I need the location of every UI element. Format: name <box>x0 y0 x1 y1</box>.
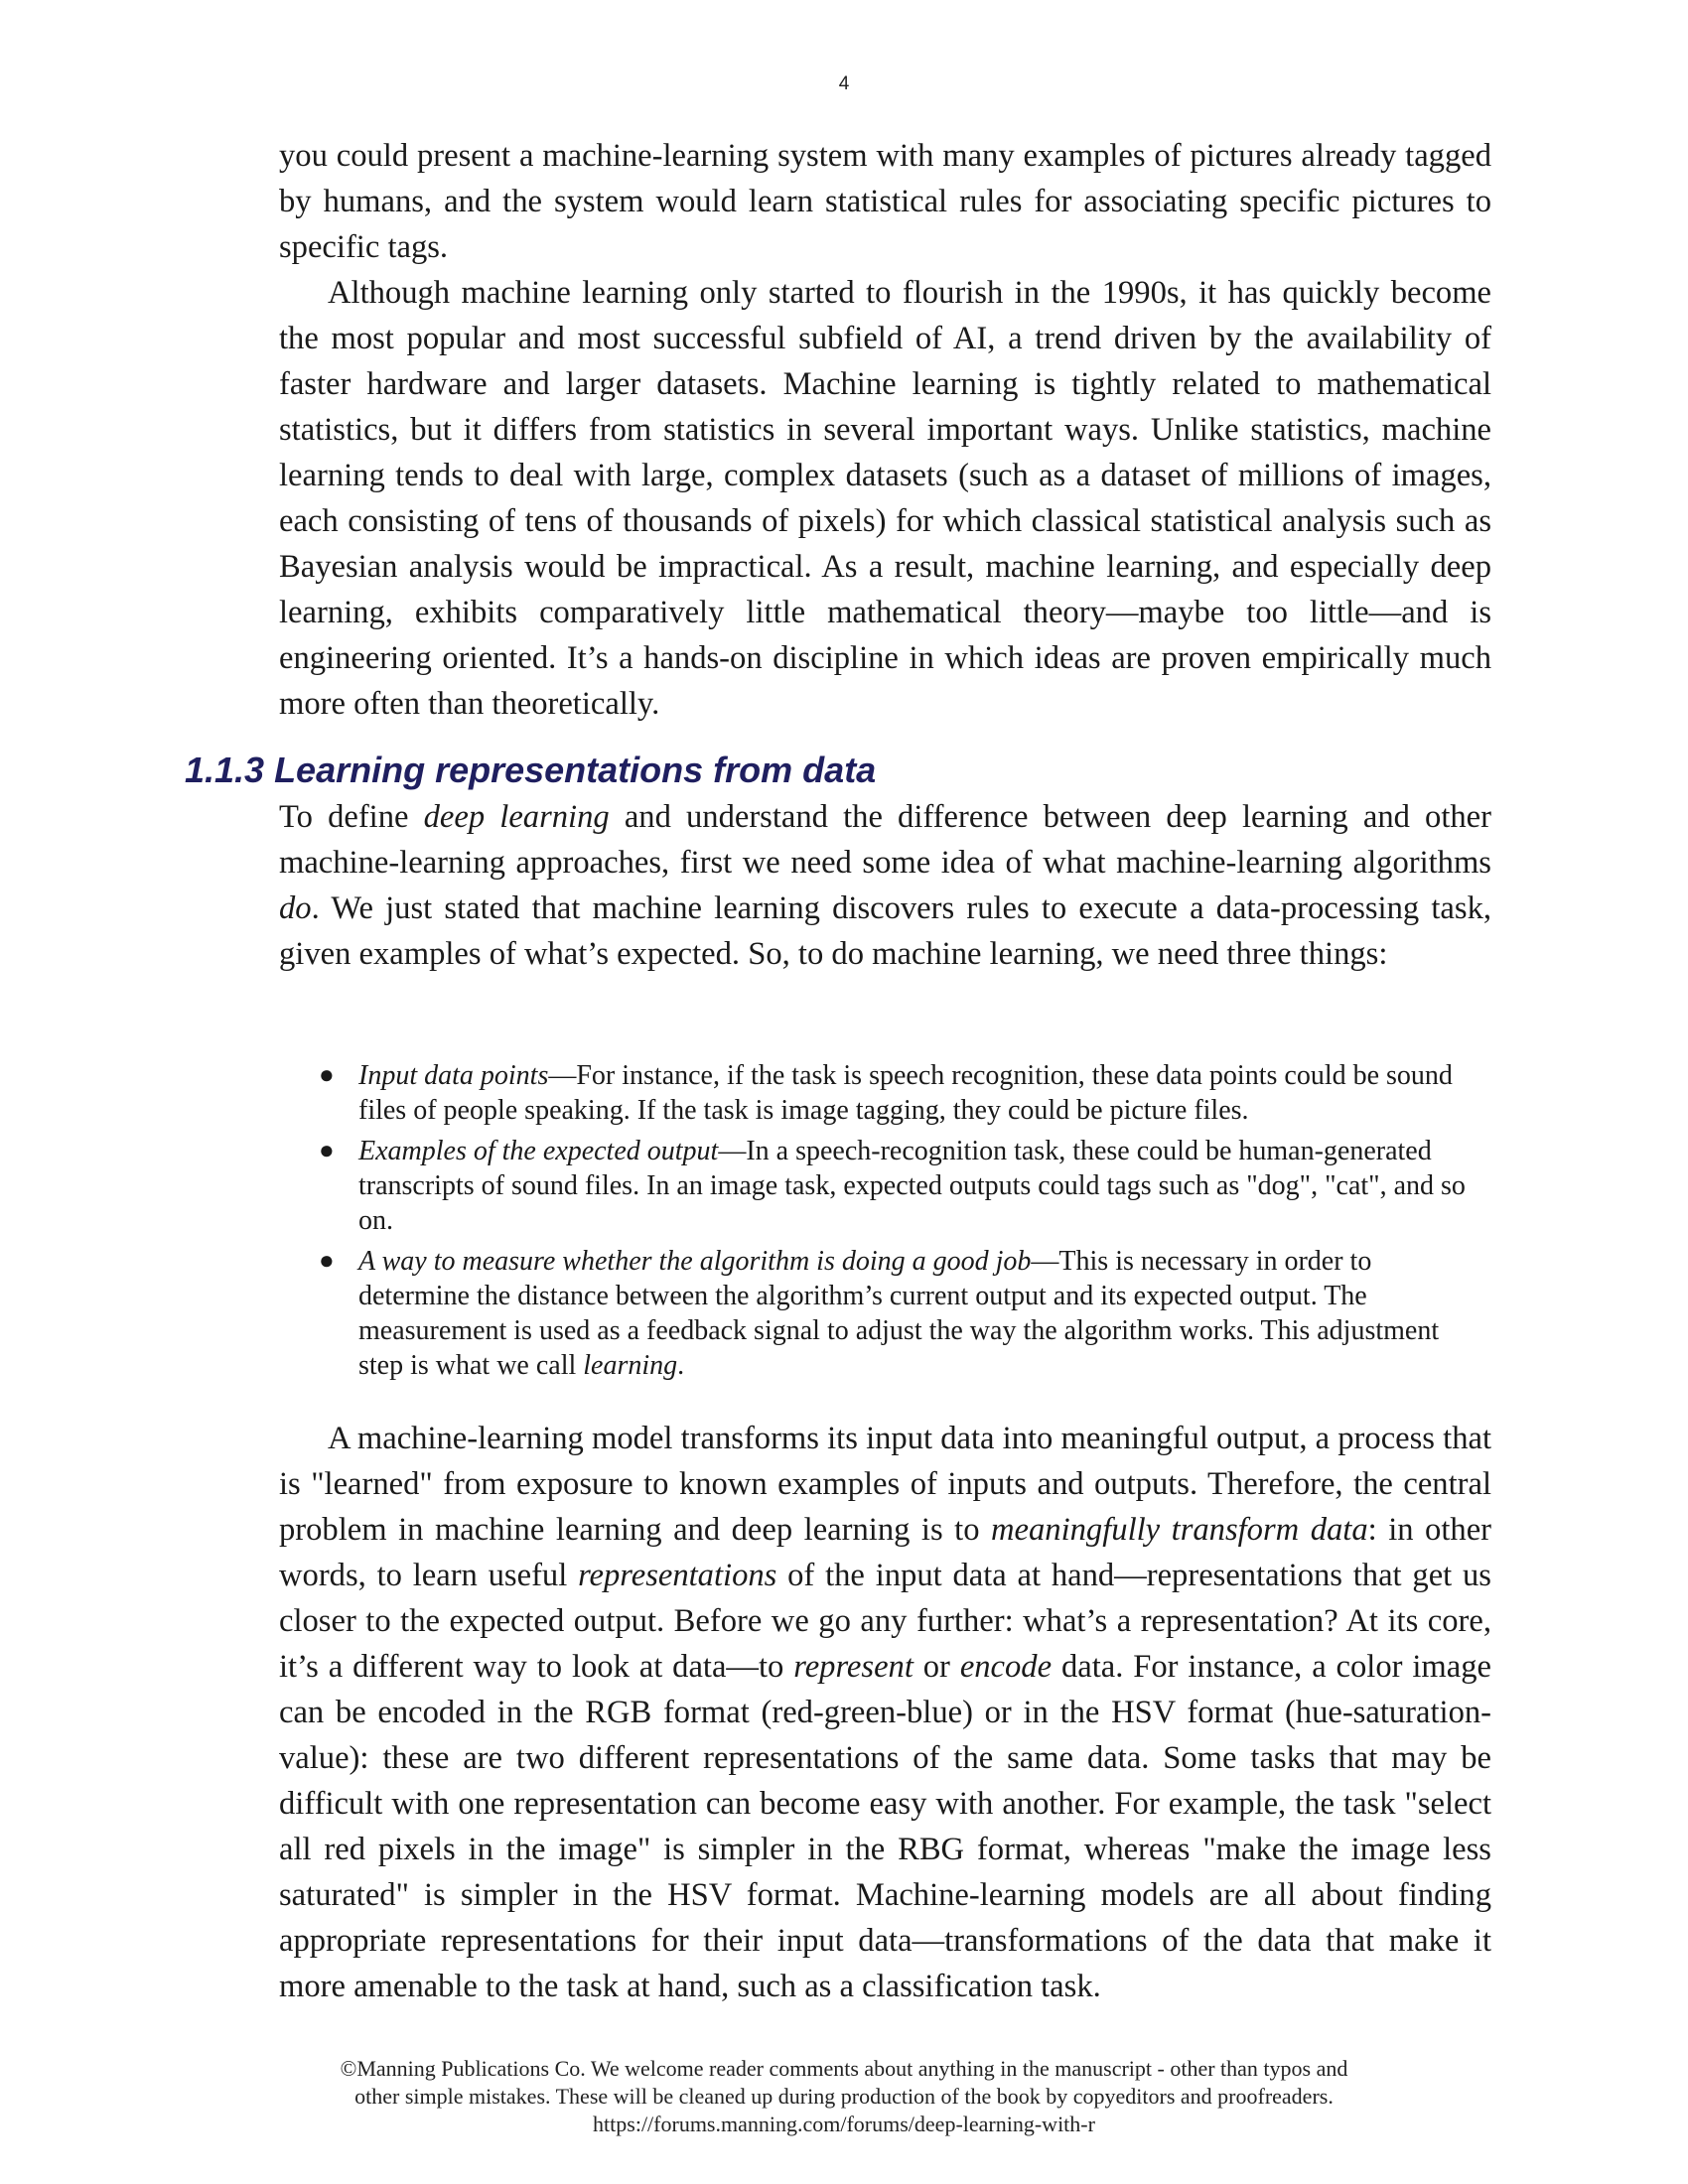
paragraph-1: you could present a machine-learning system with many examples of pictures already tagged by humans, and the system would learn statistical rules for associating specific pictures to specific tags. <box>279 138 1491 265</box>
list-item-term: Examples of the expected output <box>358 1136 719 1166</box>
paragraph-3-text-2: and understand the difference between deep learning and other machine-learning approaches, first we need some idea of what machine-learning algorithms <box>279 799 1491 881</box>
paragraph-4 <box>279 1416 1491 2009</box>
list-item-text: —For instance, if the task is speech recognition, these data points could be sound files of people speaking. If the task is image tagging, they could be picture files. <box>358 1060 1453 1126</box>
section-heading: 1.1.3 Learning representations from data <box>185 750 877 790</box>
list-item <box>319 1244 1480 1383</box>
paragraph-3 <box>279 794 1491 977</box>
footer-url[interactable]: https://forums.manning.com/forums/deep-learning-with-r <box>593 2112 1095 2136</box>
list-item-emphasis: learning <box>583 1350 678 1381</box>
paragraph-4-text-5: data. For instance, a color image can be encoded in the RGB format (red-green-blue) or in the HSV format (hue-saturation-value): these are two different representations of the same data. Some tasks that may be difficult with one representation can become easy with another. For example, the task "select all red pixels in the image" is simpler in the RBG format, whereas "make the image less saturated" is simpler in the HSV format. Machine-learning models are all about finding appropriate representations for their input data—transformations of the data that make it more amenable to the task at hand, such as a classification task. <box>279 1649 1491 2004</box>
list-item-text: —In a speech-recognition task, these could be human-generated transcripts of sound files. In an image task, expected outputs could tags such as "dog", "cat", and so on. <box>358 1136 1466 1236</box>
paragraph-4-emphasis-4: encode <box>959 1649 1053 1685</box>
list-item-term: Input data points <box>358 1060 549 1091</box>
bullet-icon: ● <box>319 1060 335 1089</box>
paragraph-3-text-3: . We just stated that machine learning discovers rules to execute a data-processing task, given examples of what’s expected. So, to do machine learning, we need three things: <box>279 890 1491 972</box>
list-item-end: . <box>677 1350 685 1381</box>
bullet-icon: ● <box>319 1136 335 1164</box>
paragraph-4-text-4: or <box>913 1649 960 1685</box>
page-footer <box>0 2055 1688 2138</box>
footer-copyright-line: ©Manning Publications Co. We welcome reader comments about anything in the manuscript - other than typos and <box>340 2056 1348 2081</box>
paragraph-3-emphasis-2: do <box>279 890 312 926</box>
paragraph-4-emphasis-1: meaningfully transform data <box>991 1512 1368 1548</box>
footer-note-line: other simple mistakes. These will be cleaned up during production of the book by copyeditors and proofreaders. <box>354 2084 1334 2109</box>
list-item-term: A way to measure whether the algorithm is doing a good job <box>358 1246 1032 1277</box>
bullet-icon: ● <box>319 1246 335 1275</box>
list-item <box>319 1058 1480 1128</box>
paragraph-4-text-1: A machine-learning model transforms its input data into meaningful output, a process that is "learned" from exposure to known examples of inputs and outputs. Therefore, the central problem in machine learning and deep learning is to <box>279 1421 1491 1548</box>
paragraph-4-text-3: of the input data at hand—representations that get us closer to the expected output. Before we go any further: what’s a representation? At its core, it’s a different way to look at data—to <box>279 1558 1491 1685</box>
list-item <box>319 1134 1480 1238</box>
list-item-text: —This is necessary in order to determine the distance between the algorithm’s current output and its expected output. The measurement is used as a feedback signal to adjust the way the algorithm works. This adjustment step is what we call <box>358 1246 1440 1381</box>
paragraph-4-emphasis-2: representations <box>578 1558 777 1593</box>
paragraph-3-text-1: To define <box>279 799 424 835</box>
page-number: 4 <box>838 73 850 94</box>
paragraph-3-emphasis-1: deep learning <box>423 799 610 835</box>
requirements-list <box>319 1058 1480 1389</box>
paragraph-4-emphasis-3: represent <box>793 1649 914 1685</box>
paragraph-2: Although machine learning only started to flourish in the 1990s, it has quickly become the most popular and most successful subfield of AI, a trend driven by the availability of faster hardware and larger datasets. Machine learning is tightly related to mathematical statistics, but it differs from statistics in several important ways. Unlike statistics, machine learning tends to deal with large, complex datasets (such as a dataset of millions of images, each consisting of tens of thousands of pixels) for which classical statistical analysis such as Bayesian analysis would be impractical. As a result, machine learning, and especially deep learning, exhibits comparatively little mathematical theory—maybe too little—and is engineering oriented. It’s a hands-on discipline in which ideas are proven empirically much more often than theoretically. <box>279 275 1491 722</box>
paragraph-4-text-2: : in other words, to learn useful <box>279 1512 1491 1593</box>
